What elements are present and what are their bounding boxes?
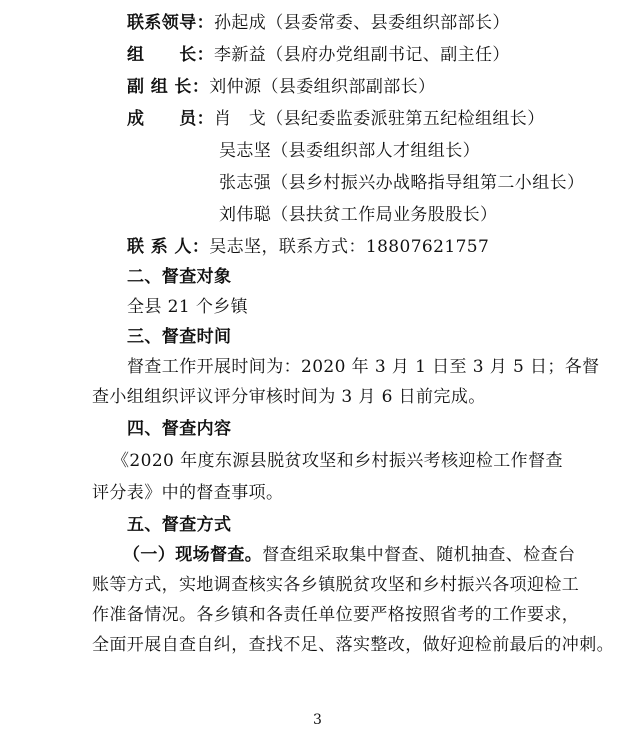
contact-person-label: 联 系 人： bbox=[127, 237, 210, 257]
contact-leader-value: 孙起成（县委常委、县委组织部部长） bbox=[214, 13, 510, 33]
contact-person-value: 吴志坚，联系方式：18807621757 bbox=[209, 237, 490, 257]
section5-line: 全面开展自查自纠，查找不足、落实整改，做好迎检前最后的冲刺。 bbox=[92, 635, 614, 655]
member-item: 刘伟聪（县扶贫工作局业务股股长） bbox=[219, 205, 498, 225]
members-line bbox=[127, 108, 545, 130]
page-number: 3 bbox=[313, 712, 322, 728]
member-item: 肖 戈（县纪委监委派驻第五纪检组组长） bbox=[214, 109, 545, 129]
section4-line: 评分表》中的督查事项。 bbox=[92, 483, 284, 503]
section2-heading: 二、督查对象 bbox=[127, 267, 232, 287]
contact-leader-line bbox=[127, 12, 510, 34]
deputy-leader-line bbox=[127, 76, 435, 98]
leader-label: 组 长： bbox=[127, 45, 214, 65]
leader-value: 李新益（县府办党组副书记、副主任） bbox=[214, 45, 510, 65]
section5-line bbox=[123, 544, 575, 566]
section5-line: 作准备情况。各乡镇和各责任单位要严格按照省考的工作要求， bbox=[92, 605, 580, 625]
section5-text: 督查组采取集中督查、随机抽查、检查台 bbox=[262, 545, 576, 565]
section5-line: 账等方式，实地调查核实各乡镇脱贫攻坚和乡村振兴各项迎检工 bbox=[92, 575, 580, 595]
section5-subheading: （一）现场督查。 bbox=[123, 545, 263, 565]
section3-line: 查小组组织评议评分审核时间为 3 月 6 日前完成。 bbox=[92, 387, 486, 407]
leader-line bbox=[127, 44, 510, 66]
section4-heading: 四、督查内容 bbox=[127, 419, 232, 439]
section4-line: 《2020 年度东源县脱贫攻坚和乡村振兴考核迎检工作督查 bbox=[112, 451, 563, 471]
member-item: 吴志坚（县委组织部人才组组长） bbox=[219, 141, 480, 161]
contact-person-line bbox=[127, 236, 489, 258]
member-item: 张志强（县乡村振兴办战略指导组第二小组长） bbox=[219, 173, 585, 193]
section3-line: 督查工作开展时间为：2020 年 3 月 1 日至 3 月 5 日；各督 bbox=[127, 357, 600, 377]
contact-leader-label: 联系领导： bbox=[127, 13, 214, 33]
deputy-leader-label: 副 组 长： bbox=[127, 77, 210, 97]
deputy-leader-value: 刘仲源（县委组织部副部长） bbox=[209, 77, 436, 97]
members-label: 成 员： bbox=[127, 109, 214, 129]
section5-heading: 五、督查方式 bbox=[127, 515, 232, 535]
section3-heading: 三、督查时间 bbox=[127, 327, 232, 347]
section2-text: 全县 21 个乡镇 bbox=[127, 297, 249, 317]
